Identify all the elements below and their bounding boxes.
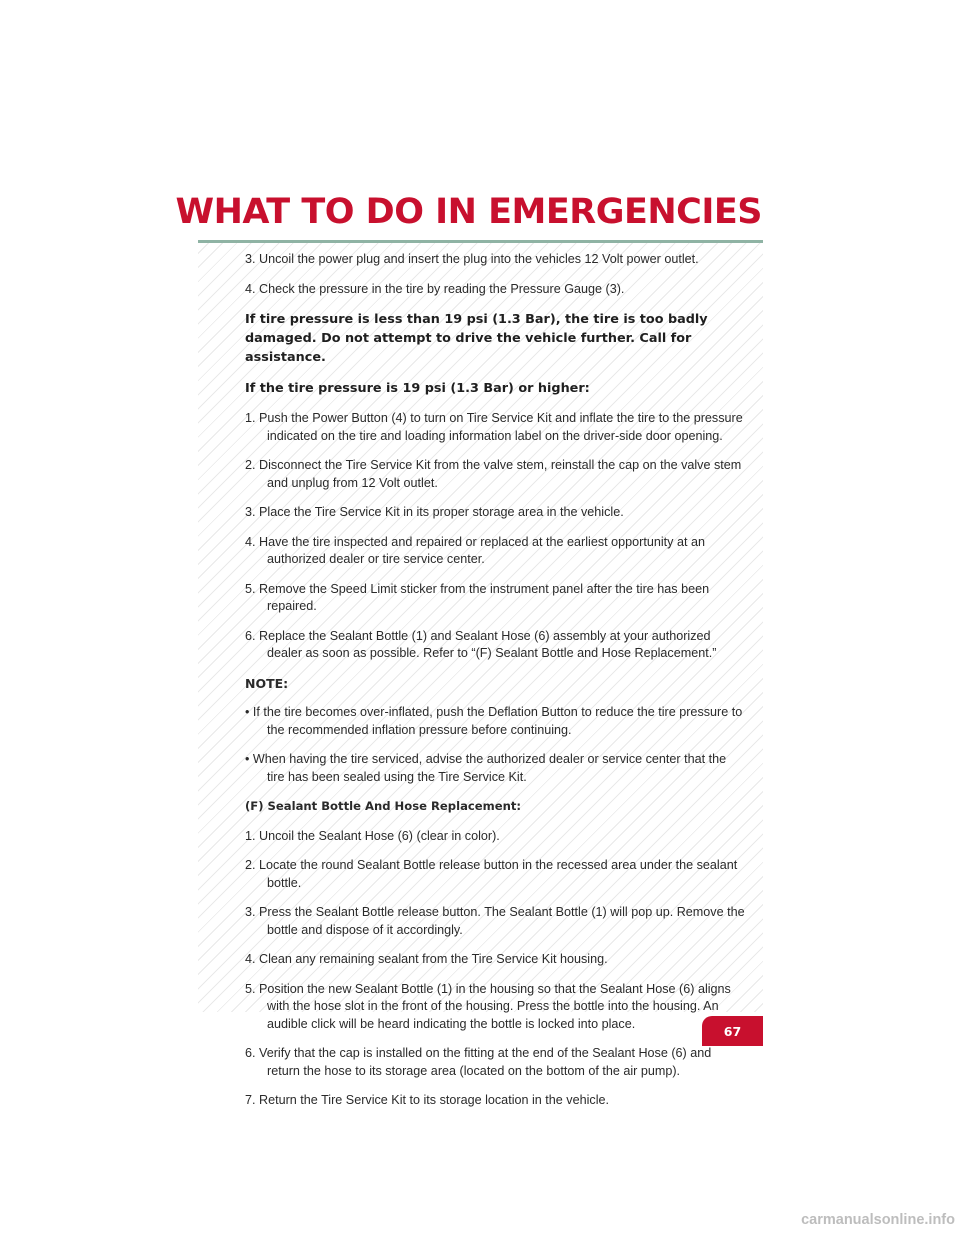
inflate-step: 3. Place the Tire Service Kit in its proper storage area in the vehicle. [245,505,624,519]
note-label: NOTE: [245,675,289,691]
replacement-heading: (F) Sealant Bottle And Hose Replacement: [245,799,522,813]
step-item: 4. Check the pressure in the tire by reading the Pressure Gauge (3). [245,281,625,296]
replacement-step: 1. Uncoil the Sealant Hose (6) (clear in color). [245,828,500,843]
note-bullet: • If the tire becomes over-inflated, push the Deflation Button to reduce the tire pressure to the recommended inflation pressure before continuing. [245,705,743,737]
inflate-step: 6. Replace the Sealant Bottle (1) and Sealant Hose (6) assembly at your authorized dealer as soon as possible. Refer to “(F) Sealant Bottle and Hose Replacement.” [245,628,717,660]
title-rule [198,240,763,243]
note-bullet: • When having the tire serviced, advise the authorized dealer or service center that the tire has been sealed using the Tire Service Kit. [245,752,727,784]
replacement-step: 7. Return the Tire Service Kit to its storage location in the vehicle. [245,1093,610,1107]
inflate-step: 5. Remove the Speed Limit sticker from the instrument panel after the tire has been repaired. [245,581,710,613]
inflate-step: 2. Disconnect the Tire Service Kit from the valve stem, reinstall the cap on the valve stem and unplug from 12 Volt outlet. [245,458,742,490]
page-number-tab: 67 [702,1016,763,1046]
step-item: 3. Uncoil the power plug and insert the plug into the vehicles 12 Volt power outlet. [245,252,699,266]
replacement-step: 3. Press the Sealant Bottle release button. The Sealant Bottle (1) will pop up. Remove the bottle and dispose of it accordingly. [245,905,745,937]
section-title: WHAT TO DO IN EMERGENCIES [175,192,762,232]
pressure-condition: If the tire pressure is 19 psi (1.3 Bar) or higher: [245,381,590,396]
replacement-step: 2. Locate the round Sealant Bottle release button in the recessed area under the sealant bottle. [245,858,738,890]
replacement-step: 6. Verify that the cap is installed on the fitting at the end of the Sealant Hose (6) and return the hose to its storage area (located on the bottom of the air pump). [245,1046,712,1078]
replacement-step: 4. Clean any remaining sealant from the Tire Service Kit housing. [245,952,608,966]
pressure-warning: If tire pressure is less than 19 psi (1.3 Bar), the tire is too badly damaged. Do not attempt to drive the vehicle further. Call for assistance. [245,312,708,365]
inflate-step: 1. Push the Power Button (4) to turn on Tire Service Kit and inflate the tire to the pressure indicated on the tire and loading information label on the driver-side door opening. [245,411,743,443]
inflate-step: 4. Have the tire inspected and repaired or replaced at the earliest opportunity at an authorized dealer or tire service center. [245,534,705,566]
replacement-step: 5. Position the new Sealant Bottle (1) in the housing so that the Sealant Hose (6) aligns with the hose slot in the front of the housing. Press the bottle into the housing. An audible click will be heard indicating the bottle is locked into place. [245,981,731,1031]
page-content [245,251,745,1122]
site-watermark: carmanualsonline.info [801,1212,955,1228]
